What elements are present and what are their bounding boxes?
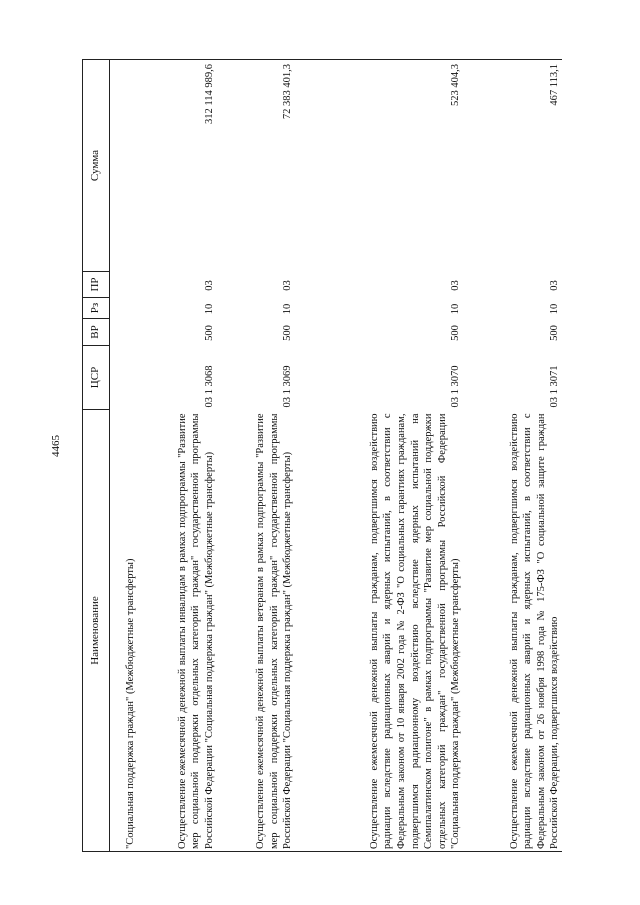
row-name-cell [219,410,298,852]
row-sum: 467 113,1 [466,60,562,272]
rotated-table-container [82,60,562,852]
row-name: Осуществление ежемесячной денежной выплаты гражданам, подвергшимся воздействию радиации вследствие радиационных аварий и ядерных испытаний, в соответствии с Федеральным законом от 26 ноября 1998 года № 175-ФЗ "О социальной защите граждан Российской Федерации, подвергшихся воздействию [508,413,561,849]
row-vr: 500 [203,325,215,341]
row-pr: 03 [203,280,215,291]
row-rz: 10 [203,303,215,315]
row-name-cell [141,410,220,852]
header-name: Наименование [83,410,110,852]
row-csr [110,346,141,410]
row-vr: 500 [450,325,462,341]
row-rz: 10 [450,303,462,315]
table-row [110,60,141,852]
row-pr: 03 [282,280,294,291]
row-pr: 03 [549,280,561,291]
row-sum: 72 383 401,3 [219,60,298,272]
table-row [219,60,298,852]
table-row [466,60,562,852]
row-name-cell [298,410,466,852]
row-vr: 500 [282,325,294,341]
header-pr: ПР [83,272,110,298]
row-name-cell [110,410,141,852]
row-csr: 03 1 3071 [549,365,561,408]
budget-table [82,59,562,852]
row-vr: 500 [549,325,561,341]
table-header-row [83,60,110,852]
header-sum: Сумма [83,60,110,272]
page-number: 4465 [50,435,62,457]
row-name: "Социальная поддержка граждан" (Межбюджетные трансферты) [125,558,137,849]
row-name: Осуществление ежемесячной денежной выплаты инвалидам в рамках подпрограммы "Развитие мер социальной поддержки отдельных категорий граждан" государственной программы Российской Федерации "Социальная поддержка граждан" (Межбюджетные трансферты) [176,413,215,849]
row-csr: 03 1 3068 [203,365,215,408]
row-csr: 03 1 3070 [450,365,462,408]
row-name: Осуществление ежемесячной денежной выплаты гражданам, подвергшимся воздействию радиации вследствие радиационных аварий и ядерных испытаний, в соответствии с Федеральным законом от 10 января 2002 года № 2-ФЗ "О социальных гарантиях гражданам, подвергшимся радиационному воздействию вследствие ядерных испытаний на Семипалатинском полигоне" в рамках подпрограммы "Развитие мер социальной поддержки отдельных категорий граждан" государственной программы Российской Федерации "Социальная поддержка граждан" (Межбюджетные трансферты) [368,413,462,849]
row-sum [110,60,141,272]
row-pr [110,272,141,298]
row-name-cell [466,410,562,852]
row-csr: 03 1 3069 [282,365,294,408]
row-rz: 10 [549,303,561,315]
row-sum: 523 404,3 [298,60,466,272]
table-row [141,60,220,852]
header-csr: ЦСР [83,346,110,410]
row-rz: 10 [282,303,294,315]
header-rz: Рз [83,298,110,319]
row-name: Осуществление ежемесячной денежной выплаты ветеранам в рамках подпрограммы "Развитие мер социальной поддержки отдельных категорий граждан" государственной программы Российской Федерации "Социальная поддержка граждан" (Межбюджетные трансферты) [255,413,294,849]
document-page [82,60,562,852]
row-pr: 03 [450,280,462,291]
row-rz [110,298,141,319]
table-row [298,60,466,852]
header-vr: ВР [83,319,110,346]
row-vr [110,319,141,346]
row-sum: 312 114 989,6 [141,60,220,272]
